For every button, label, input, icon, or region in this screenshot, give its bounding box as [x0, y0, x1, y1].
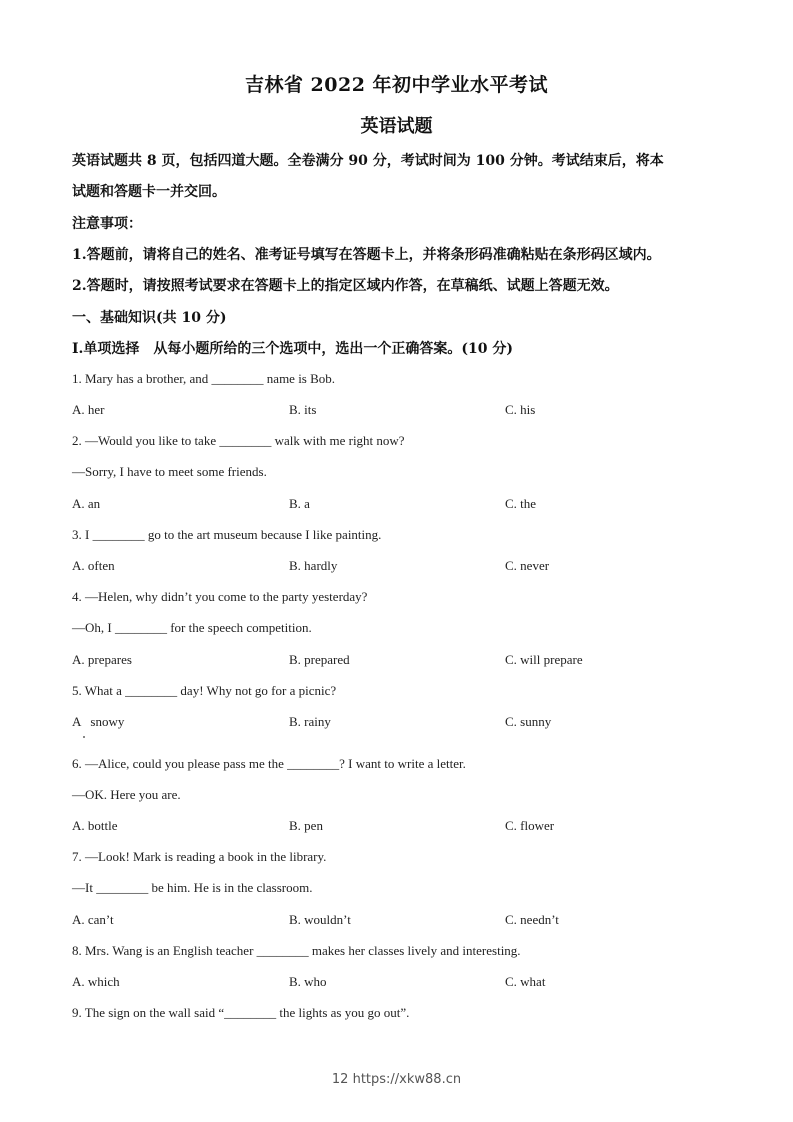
question-3-option-a: A. often — [72, 558, 115, 573]
note-2: 2.答题时，请按照考试要求在答题卡上的指定区域内作答，在草稿纸、试题上答题无效。 — [72, 278, 619, 294]
question-1-option-b: B. its — [289, 402, 317, 417]
exam-subtitle: 英语试题 — [360, 116, 433, 137]
question-8-option-c: C. what — [505, 974, 546, 989]
question-7-text: 7. —Look! Mark is reading a book in the library. — [72, 849, 327, 864]
question-5-option-a: A snowy — [72, 714, 125, 729]
question-7-option-b: B. wouldn’t — [289, 912, 351, 927]
question-6-text: 6. —Alice, could you please pass me the ________? I want to write a letter. — [72, 756, 466, 771]
question-3-text: 3. I ________ go to the art museum because I like painting. — [72, 527, 382, 542]
question-2-option-c: C. the — [505, 496, 537, 511]
notes-heading: 注意事项： — [72, 216, 142, 232]
page-footer: 12 https://xkw88.cn — [331, 1072, 462, 1087]
stray-dot-mark — [83, 736, 85, 738]
question-2-option-a: A. an — [72, 496, 101, 511]
part-heading: I.单项选择 从每小题所给的三个选项中，选出一个正确答案。(10 分) — [72, 341, 514, 357]
question-4-option-c: C. will prepare — [505, 652, 583, 667]
question-6-option-c: C. flower — [505, 818, 555, 833]
question-2-reply: —Sorry, I have to meet some friends. — [72, 464, 267, 479]
question-1-text: 1. Mary has a brother, and ________ name is Bob. — [72, 371, 336, 386]
question-7-reply: —It ________ be him. He is in the classroom. — [72, 880, 313, 895]
note-1: 1.答题前，请将自己的姓名、准考证号填写在答题卡上，并将条形码准确粘贴在条形码区域内。 — [72, 247, 661, 263]
question-7-option-c: C. needn’t — [505, 912, 559, 927]
intro-line-2: 试题和答题卡一并交回。 — [72, 184, 226, 200]
question-2-text: 2. —Would you like to take ________ walk with me right now? — [72, 433, 405, 448]
question-6-reply: —OK. Here you are. — [72, 787, 181, 802]
question-4-option-a: A. prepares — [72, 652, 132, 667]
question-4-reply: —Oh, I ________ for the speech competition. — [72, 620, 312, 635]
question-4-option-b: B. prepared — [289, 652, 350, 667]
question-8-option-a: A. which — [72, 974, 120, 989]
exam-title: 吉林省 2022 年初中学业水平考试 — [244, 74, 549, 96]
intro-line-1: 英语试题共 8 页，包括四道大题。全卷满分 90 分，考试时间为 100 分钟。考试结束后，将本 — [72, 153, 664, 169]
question-6-option-a: A. bottle — [72, 818, 118, 833]
question-5-text: 5. What a ________ day! Why not go for a picnic? — [72, 683, 337, 698]
question-6-option-b: B. pen — [289, 818, 323, 833]
question-1-option-a: A. her — [72, 402, 105, 417]
question-8-option-b: B. who — [289, 974, 327, 989]
question-2-option-b: B. a — [289, 496, 310, 511]
question-5-option-b: B. rainy — [289, 714, 331, 729]
section-heading: 一、基础知识(共 10 分) — [72, 310, 227, 326]
question-4-text: 4. —Helen, why didn’t you come to the party yesterday? — [72, 589, 368, 604]
question-1-option-c: C. his — [505, 402, 536, 417]
question-5-option-c: C. sunny — [505, 714, 552, 729]
question-8-text: 8. Mrs. Wang is an English teacher ________ makes her classes lively and interesting. — [72, 943, 521, 958]
question-3-option-b: B. hardly — [289, 558, 338, 573]
question-9-text: 9. The sign on the wall said “________ the lights as you go out”. — [72, 1005, 410, 1020]
question-7-option-a: A. can’t — [72, 912, 114, 927]
question-3-option-c: C. never — [505, 558, 550, 573]
